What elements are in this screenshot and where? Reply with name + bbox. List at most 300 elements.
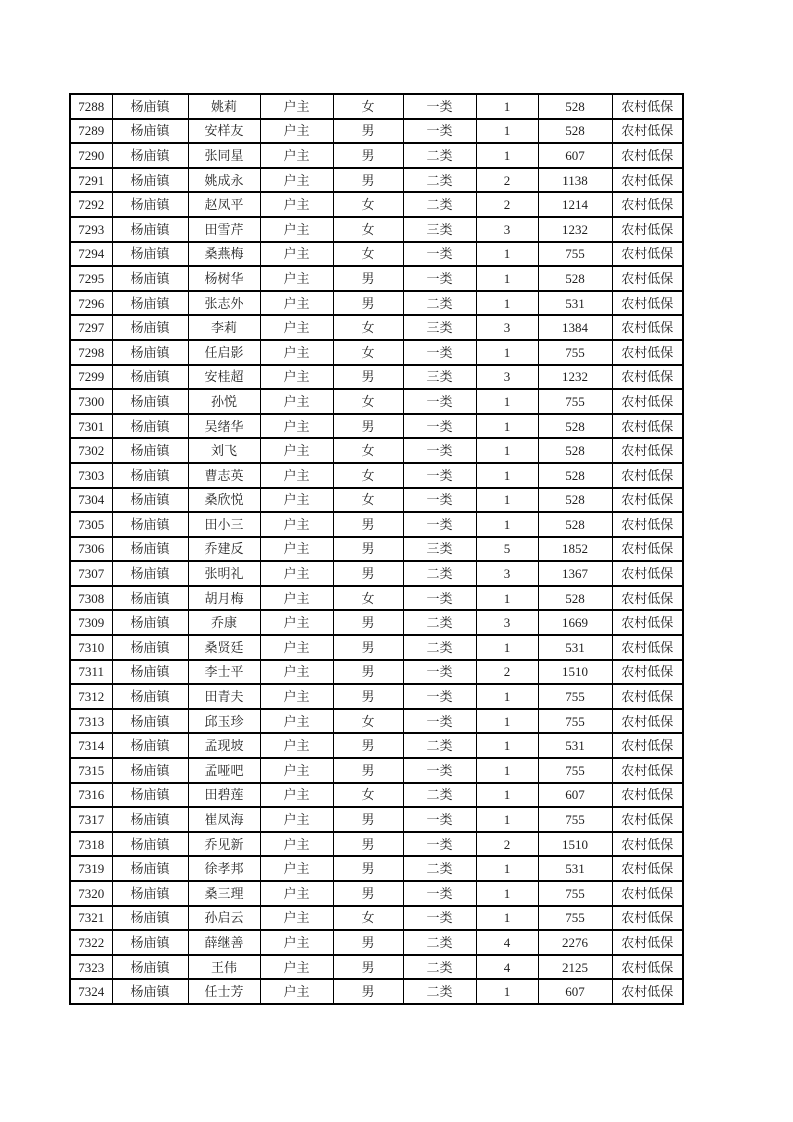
cell-category: 三类: [403, 217, 476, 242]
cell-category: 二类: [403, 979, 476, 1004]
cell-type: 农村低保: [612, 856, 683, 881]
cell-category: 一类: [403, 684, 476, 709]
cell-count: 1: [476, 684, 538, 709]
records-table-body: [70, 94, 683, 1004]
cell-count: 2: [476, 192, 538, 217]
cell-category: 二类: [403, 856, 476, 881]
cell-gender: 男: [333, 119, 403, 144]
cell-category: 二类: [403, 561, 476, 586]
cell-gender: 男: [333, 807, 403, 832]
cell-type: 农村低保: [612, 192, 683, 217]
cell-category: 一类: [403, 512, 476, 537]
cell-index: 7313: [70, 709, 112, 734]
cell-type: 农村低保: [612, 414, 683, 439]
cell-relation: 户主: [260, 881, 333, 906]
cell-count: 1: [476, 906, 538, 931]
cell-relation: 户主: [260, 512, 333, 537]
cell-type: 农村低保: [612, 684, 683, 709]
table-row: [70, 635, 683, 660]
cell-type: 农村低保: [612, 635, 683, 660]
cell-count: 1: [476, 512, 538, 537]
cell-relation: 户主: [260, 684, 333, 709]
cell-amount: 755: [538, 758, 612, 783]
cell-gender: 男: [333, 512, 403, 537]
cell-category: 二类: [403, 635, 476, 660]
cell-gender: 男: [333, 143, 403, 168]
cell-relation: 户主: [260, 94, 333, 119]
table-row: [70, 684, 683, 709]
cell-type: 农村低保: [612, 807, 683, 832]
table-row: [70, 365, 683, 390]
cell-relation: 户主: [260, 438, 333, 463]
cell-category: 一类: [403, 242, 476, 267]
cell-type: 农村低保: [612, 930, 683, 955]
cell-count: 3: [476, 315, 538, 340]
cell-town: 杨庙镇: [112, 315, 188, 340]
cell-category: 一类: [403, 709, 476, 734]
cell-name: 赵凤平: [188, 192, 260, 217]
cell-name: 张同星: [188, 143, 260, 168]
cell-town: 杨庙镇: [112, 365, 188, 390]
cell-amount: 531: [538, 291, 612, 316]
cell-amount: 1510: [538, 660, 612, 685]
cell-category: 二类: [403, 930, 476, 955]
table-row: [70, 561, 683, 586]
cell-index: 7309: [70, 610, 112, 635]
cell-town: 杨庙镇: [112, 586, 188, 611]
cell-gender: 男: [333, 832, 403, 857]
cell-gender: 女: [333, 242, 403, 267]
cell-count: 1: [476, 340, 538, 365]
cell-count: 1: [476, 266, 538, 291]
cell-relation: 户主: [260, 930, 333, 955]
cell-relation: 户主: [260, 242, 333, 267]
table-row: [70, 709, 683, 734]
cell-relation: 户主: [260, 561, 333, 586]
cell-index: 7295: [70, 266, 112, 291]
cell-relation: 户主: [260, 709, 333, 734]
cell-town: 杨庙镇: [112, 660, 188, 685]
cell-name: 桑燕梅: [188, 242, 260, 267]
cell-relation: 户主: [260, 192, 333, 217]
table-row: [70, 733, 683, 758]
cell-town: 杨庙镇: [112, 291, 188, 316]
cell-type: 农村低保: [612, 488, 683, 513]
cell-index: 7319: [70, 856, 112, 881]
cell-name: 桑欣悦: [188, 488, 260, 513]
cell-count: 3: [476, 365, 538, 390]
cell-index: 7310: [70, 635, 112, 660]
cell-name: 孙启云: [188, 906, 260, 931]
cell-name: 邱玉珍: [188, 709, 260, 734]
cell-town: 杨庙镇: [112, 340, 188, 365]
cell-town: 杨庙镇: [112, 414, 188, 439]
cell-type: 农村低保: [612, 143, 683, 168]
cell-index: 7306: [70, 537, 112, 562]
cell-index: 7312: [70, 684, 112, 709]
cell-count: 1: [476, 635, 538, 660]
cell-amount: 1232: [538, 365, 612, 390]
cell-name: 田小三: [188, 512, 260, 537]
cell-index: 7307: [70, 561, 112, 586]
cell-amount: 528: [538, 512, 612, 537]
cell-count: 1: [476, 291, 538, 316]
cell-name: 孟现坡: [188, 733, 260, 758]
cell-relation: 户主: [260, 340, 333, 365]
cell-category: 一类: [403, 414, 476, 439]
cell-name: 桑贤廷: [188, 635, 260, 660]
table-row: [70, 340, 683, 365]
cell-index: 7308: [70, 586, 112, 611]
table-row: [70, 512, 683, 537]
cell-index: 7322: [70, 930, 112, 955]
table-row: [70, 537, 683, 562]
cell-gender: 男: [333, 610, 403, 635]
cell-type: 农村低保: [612, 758, 683, 783]
table-row: [70, 930, 683, 955]
cell-index: 7288: [70, 94, 112, 119]
cell-name: 乔建反: [188, 537, 260, 562]
cell-town: 杨庙镇: [112, 783, 188, 808]
cell-category: 二类: [403, 291, 476, 316]
cell-category: 一类: [403, 881, 476, 906]
cell-index: 7292: [70, 192, 112, 217]
cell-index: 7323: [70, 955, 112, 980]
cell-relation: 户主: [260, 217, 333, 242]
cell-count: 1: [476, 709, 538, 734]
cell-category: 一类: [403, 807, 476, 832]
cell-name: 孙悦: [188, 389, 260, 414]
table-row: [70, 881, 683, 906]
cell-name: 姚成永: [188, 168, 260, 193]
cell-index: 7289: [70, 119, 112, 144]
cell-count: 1: [476, 783, 538, 808]
cell-amount: 528: [538, 414, 612, 439]
cell-amount: 2276: [538, 930, 612, 955]
table-row: [70, 217, 683, 242]
cell-name: 田碧莲: [188, 783, 260, 808]
table-row: [70, 856, 683, 881]
cell-index: 7297: [70, 315, 112, 340]
cell-amount: 755: [538, 340, 612, 365]
cell-index: 7299: [70, 365, 112, 390]
cell-category: 一类: [403, 586, 476, 611]
table-row: [70, 94, 683, 119]
cell-town: 杨庙镇: [112, 635, 188, 660]
cell-name: 任士芳: [188, 979, 260, 1004]
cell-count: 2: [476, 660, 538, 685]
cell-name: 张志外: [188, 291, 260, 316]
cell-type: 农村低保: [612, 438, 683, 463]
cell-name: 任启影: [188, 340, 260, 365]
cell-index: 7314: [70, 733, 112, 758]
cell-count: 1: [476, 979, 538, 1004]
cell-count: 1: [476, 758, 538, 783]
cell-index: 7291: [70, 168, 112, 193]
cell-amount: 531: [538, 856, 612, 881]
cell-gender: 男: [333, 856, 403, 881]
cell-category: 一类: [403, 660, 476, 685]
cell-amount: 755: [538, 906, 612, 931]
cell-name: 姚莉: [188, 94, 260, 119]
cell-count: 1: [476, 143, 538, 168]
cell-town: 杨庙镇: [112, 733, 188, 758]
cell-count: 1: [476, 119, 538, 144]
table-row: [70, 143, 683, 168]
cell-type: 农村低保: [612, 266, 683, 291]
cell-town: 杨庙镇: [112, 758, 188, 783]
cell-count: 1: [476, 463, 538, 488]
cell-amount: 755: [538, 242, 612, 267]
cell-town: 杨庙镇: [112, 242, 188, 267]
cell-gender: 男: [333, 266, 403, 291]
cell-town: 杨庙镇: [112, 119, 188, 144]
cell-count: 1: [476, 438, 538, 463]
cell-relation: 户主: [260, 389, 333, 414]
cell-gender: 女: [333, 315, 403, 340]
cell-gender: 男: [333, 955, 403, 980]
cell-type: 农村低保: [612, 955, 683, 980]
cell-index: 7302: [70, 438, 112, 463]
cell-name: 张明礼: [188, 561, 260, 586]
cell-count: 3: [476, 610, 538, 635]
cell-relation: 户主: [260, 365, 333, 390]
cell-index: 7290: [70, 143, 112, 168]
cell-gender: 男: [333, 881, 403, 906]
cell-type: 农村低保: [612, 365, 683, 390]
cell-town: 杨庙镇: [112, 488, 188, 513]
cell-category: 一类: [403, 438, 476, 463]
cell-count: 1: [476, 881, 538, 906]
cell-index: 7320: [70, 881, 112, 906]
cell-type: 农村低保: [612, 586, 683, 611]
cell-name: 刘飞: [188, 438, 260, 463]
cell-type: 农村低保: [612, 512, 683, 537]
cell-name: 安桂超: [188, 365, 260, 390]
cell-amount: 1384: [538, 315, 612, 340]
cell-amount: 528: [538, 463, 612, 488]
cell-index: 7317: [70, 807, 112, 832]
cell-type: 农村低保: [612, 315, 683, 340]
cell-relation: 户主: [260, 315, 333, 340]
table-row: [70, 463, 683, 488]
cell-type: 农村低保: [612, 537, 683, 562]
cell-index: 7324: [70, 979, 112, 1004]
cell-type: 农村低保: [612, 881, 683, 906]
cell-type: 农村低保: [612, 979, 683, 1004]
cell-category: 二类: [403, 610, 476, 635]
cell-name: 胡月梅: [188, 586, 260, 611]
cell-category: 三类: [403, 537, 476, 562]
table-row: [70, 610, 683, 635]
cell-count: 1: [476, 856, 538, 881]
cell-type: 农村低保: [612, 217, 683, 242]
cell-gender: 女: [333, 586, 403, 611]
records-table: [69, 93, 684, 1005]
cell-category: 一类: [403, 340, 476, 365]
cell-count: 5: [476, 537, 538, 562]
cell-name: 桑三理: [188, 881, 260, 906]
cell-amount: 607: [538, 143, 612, 168]
cell-gender: 男: [333, 758, 403, 783]
cell-amount: 528: [538, 94, 612, 119]
cell-name: 乔见新: [188, 832, 260, 857]
cell-amount: 1510: [538, 832, 612, 857]
cell-count: 1: [476, 807, 538, 832]
cell-gender: 女: [333, 783, 403, 808]
cell-gender: 女: [333, 192, 403, 217]
cell-relation: 户主: [260, 291, 333, 316]
cell-amount: 2125: [538, 955, 612, 980]
cell-category: 一类: [403, 266, 476, 291]
cell-count: 1: [476, 586, 538, 611]
cell-town: 杨庙镇: [112, 930, 188, 955]
table-row: [70, 266, 683, 291]
cell-amount: 755: [538, 709, 612, 734]
cell-town: 杨庙镇: [112, 906, 188, 931]
table-row: [70, 586, 683, 611]
cell-amount: 755: [538, 684, 612, 709]
cell-gender: 男: [333, 930, 403, 955]
cell-count: 4: [476, 930, 538, 955]
cell-amount: 528: [538, 266, 612, 291]
cell-town: 杨庙镇: [112, 807, 188, 832]
cell-town: 杨庙镇: [112, 955, 188, 980]
cell-amount: 1367: [538, 561, 612, 586]
cell-category: 一类: [403, 463, 476, 488]
cell-index: 7318: [70, 832, 112, 857]
cell-town: 杨庙镇: [112, 438, 188, 463]
table-row: [70, 758, 683, 783]
table-row: [70, 438, 683, 463]
table-row: [70, 168, 683, 193]
cell-relation: 户主: [260, 783, 333, 808]
cell-name: 田青夫: [188, 684, 260, 709]
cell-index: 7315: [70, 758, 112, 783]
cell-relation: 户主: [260, 488, 333, 513]
cell-type: 农村低保: [612, 561, 683, 586]
cell-relation: 户主: [260, 979, 333, 1004]
cell-relation: 户主: [260, 586, 333, 611]
cell-type: 农村低保: [612, 389, 683, 414]
cell-gender: 女: [333, 389, 403, 414]
cell-category: 一类: [403, 758, 476, 783]
cell-town: 杨庙镇: [112, 832, 188, 857]
cell-category: 二类: [403, 733, 476, 758]
cell-index: 7305: [70, 512, 112, 537]
cell-count: 3: [476, 217, 538, 242]
cell-town: 杨庙镇: [112, 389, 188, 414]
cell-index: 7300: [70, 389, 112, 414]
cell-type: 农村低保: [612, 610, 683, 635]
cell-relation: 户主: [260, 660, 333, 685]
cell-name: 徐孝邦: [188, 856, 260, 881]
cell-relation: 户主: [260, 906, 333, 931]
cell-name: 曹志英: [188, 463, 260, 488]
cell-type: 农村低保: [612, 783, 683, 808]
cell-gender: 女: [333, 906, 403, 931]
cell-type: 农村低保: [612, 906, 683, 931]
cell-amount: 531: [538, 733, 612, 758]
cell-type: 农村低保: [612, 660, 683, 685]
cell-gender: 女: [333, 709, 403, 734]
cell-relation: 户主: [260, 266, 333, 291]
cell-amount: 755: [538, 389, 612, 414]
cell-name: 孟哑吧: [188, 758, 260, 783]
cell-town: 杨庙镇: [112, 881, 188, 906]
cell-relation: 户主: [260, 463, 333, 488]
cell-index: 7298: [70, 340, 112, 365]
cell-gender: 女: [333, 463, 403, 488]
cell-type: 农村低保: [612, 119, 683, 144]
cell-amount: 1852: [538, 537, 612, 562]
cell-name: 杨树华: [188, 266, 260, 291]
cell-relation: 户主: [260, 168, 333, 193]
cell-index: 7316: [70, 783, 112, 808]
cell-town: 杨庙镇: [112, 610, 188, 635]
cell-count: 4: [476, 955, 538, 980]
table-row: [70, 832, 683, 857]
cell-town: 杨庙镇: [112, 217, 188, 242]
cell-amount: 755: [538, 881, 612, 906]
cell-name: 崔凤海: [188, 807, 260, 832]
cell-relation: 户主: [260, 807, 333, 832]
cell-gender: 男: [333, 414, 403, 439]
cell-category: 一类: [403, 488, 476, 513]
cell-gender: 女: [333, 488, 403, 513]
cell-category: 一类: [403, 389, 476, 414]
cell-name: 王伟: [188, 955, 260, 980]
table-row: [70, 389, 683, 414]
cell-type: 农村低保: [612, 733, 683, 758]
cell-index: 7293: [70, 217, 112, 242]
cell-name: 吴绪华: [188, 414, 260, 439]
cell-name: 李士平: [188, 660, 260, 685]
cell-amount: 531: [538, 635, 612, 660]
cell-category: 二类: [403, 192, 476, 217]
cell-gender: 女: [333, 217, 403, 242]
cell-gender: 女: [333, 438, 403, 463]
cell-index: 7296: [70, 291, 112, 316]
cell-category: 一类: [403, 906, 476, 931]
cell-name: 田雪芹: [188, 217, 260, 242]
cell-relation: 户主: [260, 832, 333, 857]
table-row: [70, 192, 683, 217]
cell-amount: 528: [538, 586, 612, 611]
table-row: [70, 979, 683, 1004]
cell-type: 农村低保: [612, 291, 683, 316]
cell-relation: 户主: [260, 856, 333, 881]
table-row: [70, 807, 683, 832]
cell-count: 1: [476, 414, 538, 439]
cell-count: 1: [476, 488, 538, 513]
cell-town: 杨庙镇: [112, 684, 188, 709]
cell-count: 3: [476, 561, 538, 586]
cell-town: 杨庙镇: [112, 463, 188, 488]
cell-amount: 755: [538, 807, 612, 832]
cell-amount: 1232: [538, 217, 612, 242]
cell-amount: 607: [538, 783, 612, 808]
cell-amount: 528: [538, 119, 612, 144]
cell-amount: 1138: [538, 168, 612, 193]
cell-category: 三类: [403, 365, 476, 390]
cell-town: 杨庙镇: [112, 192, 188, 217]
cell-town: 杨庙镇: [112, 512, 188, 537]
table-row: [70, 119, 683, 144]
cell-gender: 男: [333, 635, 403, 660]
cell-category: 二类: [403, 783, 476, 808]
cell-index: 7301: [70, 414, 112, 439]
